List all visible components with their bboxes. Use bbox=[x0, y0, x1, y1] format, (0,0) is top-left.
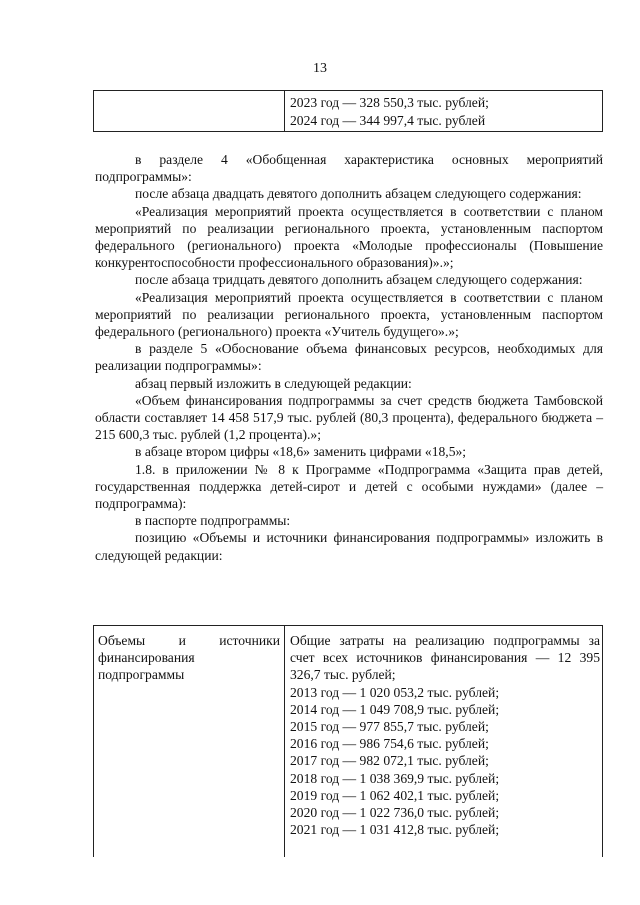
paragraph: «Объем финансирования подпрограммы за счет средств бюджета Тамбовской области составляет 14 458 517,9 тыс. рублей (80,3 процента), федерального бюджета – 215 600,3 тыс. рублей (1,2 процента).»; bbox=[95, 392, 603, 443]
funding-total: Общие затраты на реализацию подпрограммы за счет всех источников финансирования — 12 395 326,7 тыс. рублей; bbox=[290, 633, 600, 683]
funding-year-row: 2018 год — 1 038 369,9 тыс. рублей; bbox=[290, 770, 500, 786]
funding-year-row: 2017 год — 982 072,1 тыс. рублей; bbox=[290, 753, 489, 769]
table-row: 2024 год — 344 997,4 тыс. рублей bbox=[290, 113, 486, 128]
paragraph: «Реализация мероприятий проекта осуществляется в соответствии с планом мероприятий по реализации регионального проекта, установленным паспортом федерального (регионального) проекта «Молодые профессионалы (Повышение конкурентоспособности профессионального образования)».»; bbox=[95, 203, 603, 271]
heading-line: финансирования bbox=[98, 650, 195, 666]
funding-year-row: 2013 год — 1 020 053,2 тыс. рублей; bbox=[290, 684, 500, 700]
funding-year-row: 2019 год — 1 062 402,1 тыс. рублей; bbox=[290, 787, 500, 803]
table-cell-funding bbox=[290, 632, 600, 838]
table-row: 2023 год — 328 550,3 тыс. рублей; bbox=[290, 95, 489, 110]
heading-line: подпрограммы bbox=[98, 667, 185, 683]
table-column-divider bbox=[284, 91, 285, 131]
paragraph: после абзаца двадцать девятого дополнить абзацем следующего содержания: bbox=[135, 186, 582, 202]
funding-year-row: 2021 год — 1 031 412,8 тыс. рублей; bbox=[290, 822, 500, 838]
funding-year-row: 2014 год — 1 049 708,9 тыс. рублей; bbox=[290, 701, 500, 717]
paragraph: после абзаца тридцать девятого дополнить абзацем следующего содержания: bbox=[135, 272, 583, 288]
funding-year-row: 2020 год — 1 022 736,0 тыс. рублей; bbox=[290, 805, 500, 821]
paragraph: в паспорте подпрограммы: bbox=[135, 513, 291, 529]
paragraph: в разделе 4 «Обобщенная характеристика основных мероприятий подпрограммы»: bbox=[95, 152, 603, 185]
paragraph: «Реализация мероприятий проекта осуществляется в соответствии с планом мероприятий по реализации регионального проекта, установленным паспортом федерального (регионального) проекта «Учитель будущего».»; bbox=[95, 289, 603, 340]
table-cell-heading bbox=[98, 632, 280, 684]
page-number: 13 bbox=[313, 61, 327, 76]
paragraph: 1.8. в приложении № 8 к Программе «Подпрограмма «Защита прав детей, государственная поддержка детей-сирот и детей с особыми нуждами» (далее – подпрограмма): bbox=[95, 461, 603, 512]
table-cell-years bbox=[290, 94, 489, 130]
paragraph: абзац первый изложить в следующей редакции: bbox=[135, 375, 412, 391]
amendment-text bbox=[95, 151, 603, 564]
funding-year-row: 2016 год — 986 754,6 тыс. рублей; bbox=[290, 736, 489, 752]
paragraph: в абзаце втором цифры «18,6» заменить цифрами «18,5»; bbox=[135, 444, 467, 460]
heading-line: Объемы и источники bbox=[98, 633, 280, 648]
funding-table bbox=[93, 625, 603, 857]
paragraph: в разделе 5 «Обоснование объема финансовых ресурсов, необходимых для реализации подпрограммы»: bbox=[95, 341, 603, 374]
funding-year-row: 2015 год — 977 855,7 тыс. рублей; bbox=[290, 719, 489, 735]
top-table-fragment bbox=[93, 90, 603, 132]
table-column-divider bbox=[284, 626, 285, 857]
paragraph: позицию «Объемы и источники финансирования подпрограммы» изложить в следующей редакции: bbox=[95, 530, 603, 563]
